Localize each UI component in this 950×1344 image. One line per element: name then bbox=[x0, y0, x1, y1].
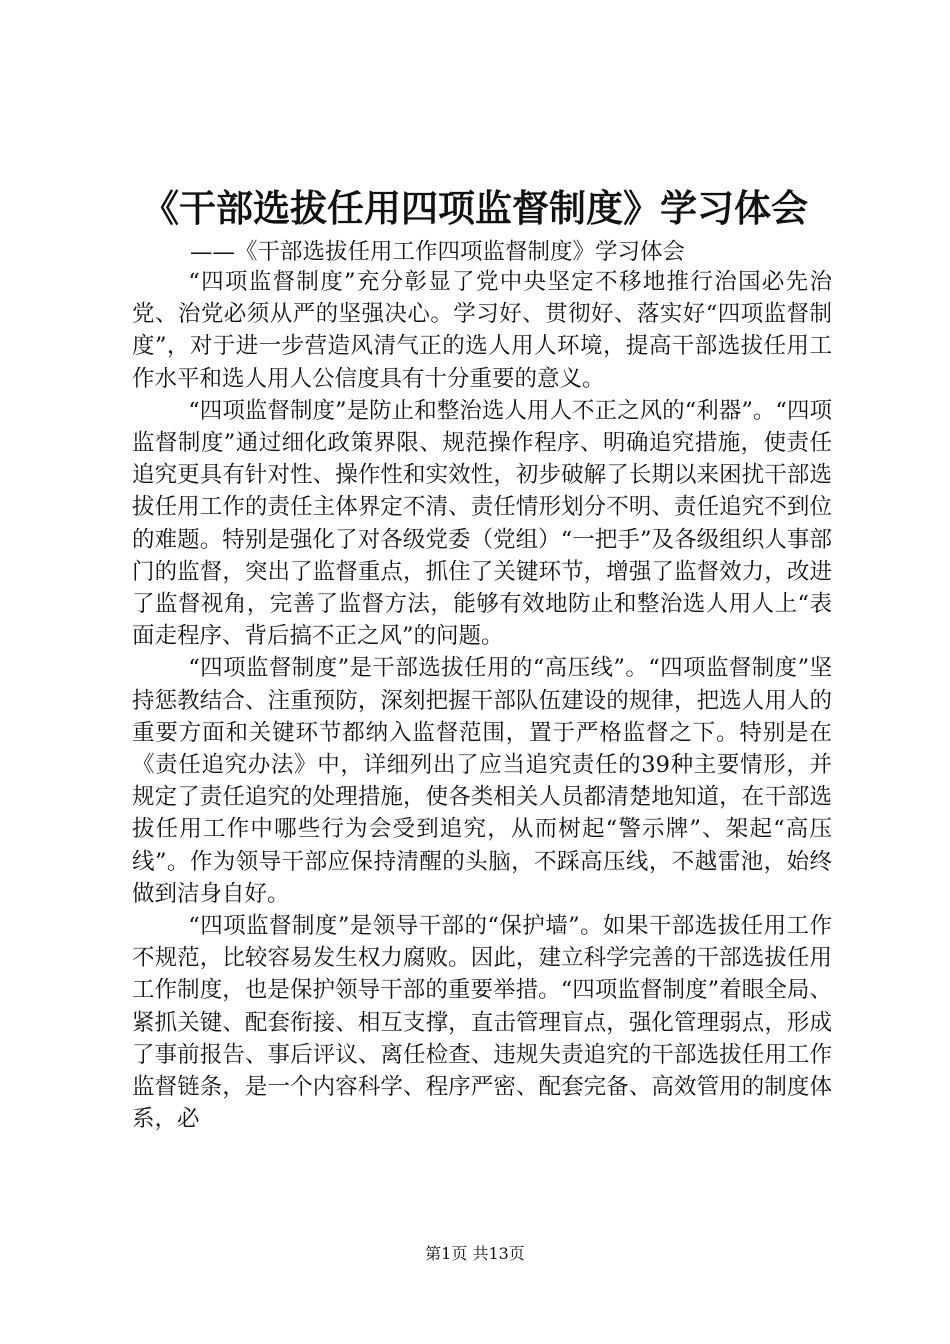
document-title: 《干部选拔任用四项监督制度》学习体会 bbox=[142, 186, 808, 230]
document-subtitle: ——《干部选拔任用工作四项监督制度》学习体会 bbox=[190, 239, 686, 265]
body-paragraph: “四项监督制度”是领导干部的“保护墙”。如果干部选拔任用工作不规范，比较容易发生权力腐败。因此，建立科学完善的干部选拔任用工作制度，也是保护领导干部的重要举措。“四项监督制度”着眼全局、紧抓关键、配套衔接、相互支撑，直击管理盲点，强化管理弱点，形成了事前报告、事后评议、离任检查、违规失责追究的干部选拔任用工作监督链条，是一个内容科学、程序严密、配套完备、高效管用的制度体系，必 bbox=[132, 913, 832, 1133]
page-footer: 第1页 共13页 bbox=[425, 1244, 525, 1263]
document-body bbox=[132, 266, 832, 1135]
body-paragraph: “四项监督制度”是干部选拔任用的“高压线”。“四项监督制度”坚持惩教结合、注重预防，深刻把握干部队伍建设的规律，把选人用人的重要方面和关键环节都纳入监督范围，置于严格监督之下。特别是在《责任追究办法》中，详细列出了应当追究责任的39种主要情形，并规定了责任追究的处理措施，使各类相关人员都清楚地知道，在干部选拔任用工作中哪些行为会受到追究，从而树起“警示牌”、架起“高压线”。作为领导干部应保持清醒的头脑，不踩高压线，不越雷池，始终做到洁身自好。 bbox=[132, 655, 832, 907]
body-paragraph: “四项监督制度”充分彰显了党中央坚定不移地推行治国必先治党、治党必须从严的坚强决心。学习好、贯彻好、落实好“四项监督制度”，对于进一步营造风清气正的选人用人环境，提高干部选拔任用工作水平和选人用人公信度具有十分重要的意义。 bbox=[132, 269, 832, 392]
body-paragraph: “四项监督制度”是防止和整治选人用人不正之风的“利器”。“四项监督制度”通过细化政策界限、规范操作程序、明确追究措施，使责任追究更具有针对性、操作性和实效性，初步破解了长期以来困扰干部选拔任用工作的责任主体界定不清、责任情形划分不明、责任追究不到位的难题。特别是强化了对各级党委（党组）“一把手”及各级组织人事部门的监督，突出了监督重点，抓住了关键环节，增强了监督效力，改进了监督视角，完善了监督方法，能够有效地防止和整治选人用人上“表面走程序、背后搞不正之风”的问题。 bbox=[132, 397, 832, 650]
